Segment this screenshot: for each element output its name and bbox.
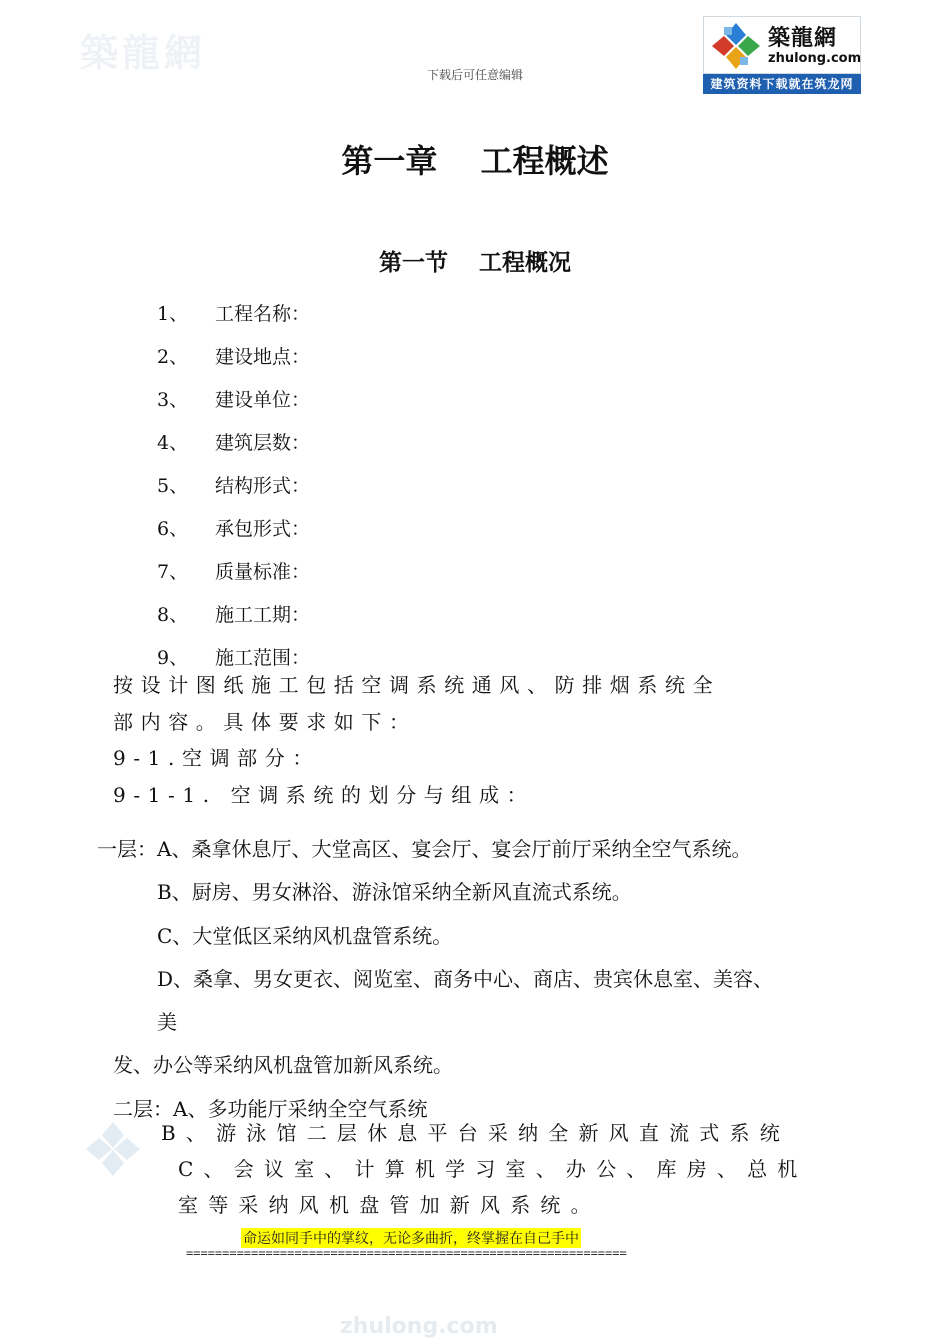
floor2-item-c-1: C、会议室、计算机学习室、办公、库房、总机	[178, 1157, 808, 1181]
subheading-aircon: 9-1.空调部分：	[113, 746, 320, 770]
chapter-title: 第一章 工程概述	[341, 142, 609, 180]
watermark-bottom: zhulong.com	[340, 1314, 498, 1339]
item-label: 施工工期：	[215, 604, 311, 626]
item-label: 建设地点：	[215, 346, 311, 368]
edit-note: 下载后可任意编辑	[426, 68, 523, 82]
floor1-item-c: C、大堂低区采纳风机盘管系统。	[157, 924, 453, 948]
floor1-item-b: B、厨房、男女淋浴、游泳馆采纳全新风直流式系统。	[157, 880, 632, 904]
item-label: 建筑层数：	[215, 432, 311, 454]
item-label: 结构形式：	[215, 475, 311, 497]
floor2-item-c-2: 室等采纳风机盘管加新风系统。	[178, 1193, 601, 1217]
item-label: 承包形式：	[215, 518, 311, 540]
item-number: 8、	[157, 604, 189, 626]
item-number: 2、	[157, 346, 189, 368]
item-number: 6、	[157, 518, 189, 540]
item-label: 施工范围：	[215, 647, 311, 669]
logo-slogan: 建筑资料下载就在筑龙网	[703, 74, 861, 94]
floor1-item-a: 一层：A、桑拿休息厅、大堂高区、宴会厅、宴会厅前厅采纳全空气系统。	[97, 837, 752, 861]
floor1-item-d-cont: 美	[157, 1010, 177, 1034]
watermark-top: 築龍網	[80, 30, 207, 75]
footer-motto-highlight: 命运如同手中的掌纹，无论多曲折，终掌握在自己手中	[241, 1228, 581, 1248]
item-number: 7、	[157, 561, 189, 583]
item-label: 工程名称：	[215, 303, 311, 325]
floor2-item-a: 二层：A、多功能厅采纳全空气系统	[113, 1097, 428, 1121]
item-number: 4、	[157, 432, 189, 454]
zhulong-logo	[703, 16, 861, 94]
scope-line-1: 按设计图纸施工包括空调系统通风、防排烟系统全	[113, 673, 721, 697]
footer-divider: =============================================================	[186, 1246, 627, 1260]
scope-line-2: 部内容。具体要求如下：	[113, 710, 417, 734]
item-label: 建设单位：	[215, 389, 311, 411]
item-number: 5、	[157, 475, 189, 497]
item-number: 1、	[157, 303, 189, 325]
item-number: 3、	[157, 389, 189, 411]
floor1-item-d-end: 发、办公等采纳风机盘管加新风系统。	[113, 1053, 453, 1077]
logo-url: zhulong.com	[768, 51, 862, 66]
item-label: 质量标准：	[215, 561, 311, 583]
floor2-item-b: B、游泳馆二层休息平台采纳全新风直流式系统	[161, 1121, 790, 1145]
logo-pinwheel-icon	[708, 21, 764, 71]
watermark-diamond-icon	[84, 1120, 142, 1178]
subheading-system-division: 9-1-1. 空调系统的划分与组成：	[113, 783, 535, 807]
section-title: 第一节 工程概况	[378, 250, 571, 276]
floor1-item-d: D、桑拿、男女更衣、阅览室、商务中心、商店、贵宾休息室、美容、	[157, 967, 774, 991]
item-number: 9、	[157, 647, 189, 669]
logo-name: 築龍網	[768, 25, 838, 51]
